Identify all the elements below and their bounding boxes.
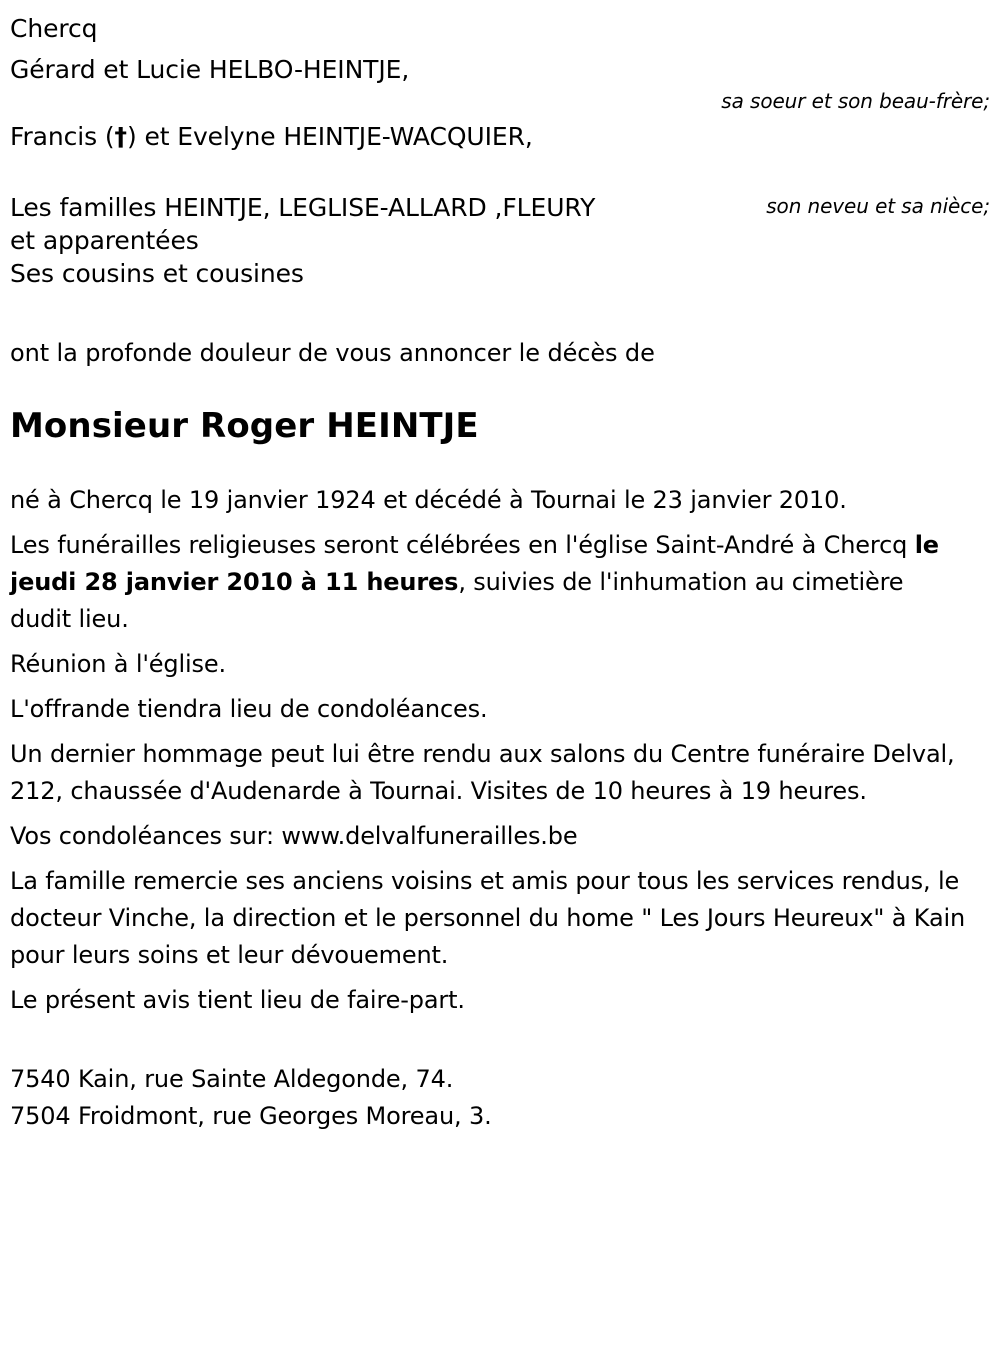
mourner-name-1-suffix: ) et Evelyne HEINTJE-WACQUIER, (126, 122, 533, 151)
spacer (10, 290, 990, 336)
offering-paragraph: L'offrande tiendra lieu de condoléances. (10, 695, 488, 723)
relation-1: son neveu et sa nièce; (766, 194, 990, 218)
spacer (10, 1027, 990, 1061)
thanks-paragraph: La famille remercie ses anciens voisins et amis pour tous les services rendus, le docteur Vinche, la direction et le personnel du home " Les Jours Heureux" à Kain pour leurs soins et leur dévouement. (10, 867, 966, 969)
condolences-web-paragraph: Vos condoléances sur: www.delvalfunerailles.be (10, 822, 578, 850)
funeral-text-after-date: , suivies de l'inhumation au cimetière dudit lieu. (10, 568, 904, 633)
families-line-2: Ses cousins et cousines (10, 259, 304, 288)
faire-part-paragraph: Le présent avis tient lieu de faire-part. (10, 986, 465, 1014)
funeral-date-time: le jeudi 28 janvier 2010 à 11 heures (10, 531, 939, 596)
notice-body (10, 482, 970, 1019)
dagger-icon: † (114, 122, 127, 151)
mourner-name-1-prefix: Francis ( (10, 122, 115, 151)
reunion-paragraph: Réunion à l'église. (10, 650, 226, 678)
mourner-name-0: Gérard et Lucie HELBO-HEINTJE, (10, 55, 410, 84)
birth-death-paragraph: né à Chercq le 19 janvier 1924 et décédé à Tournai le 23 janvier 2010. (10, 486, 847, 514)
announcement-line: ont la profonde douleur de vous annoncer le décès de (10, 339, 655, 367)
funeral-text-before-date: Les funérailles religieuses seront célébrées en l'église Saint-André à Chercq (10, 531, 915, 559)
spacer (10, 448, 990, 482)
spacer (10, 370, 990, 404)
address-line-1: 7504 Froidmont, rue Georges Moreau, 3. (10, 1102, 492, 1130)
deceased-name: Monsieur Roger HEINTJE (10, 406, 479, 446)
homage-paragraph: Un dernier hommage peut lui être rendu aux salons du Centre funéraire Delval, 212, chaussée d'Audenarde à Tournai. Visites de 10 heures à 19 heures. (10, 740, 955, 805)
locality-line: Chercq (10, 14, 98, 43)
mourner-name-1 (10, 116, 990, 157)
spacer (10, 157, 990, 191)
families-line-0: Les familles HEINTJE, LEGLISE-ALLARD ,FLEURY (10, 193, 596, 222)
funeral-paragraph (10, 527, 970, 638)
families-line-1: et apparentées (10, 226, 199, 255)
address-line-0: 7540 Kain, rue Sainte Aldegonde, 74. (10, 1065, 454, 1093)
relation-0: sa soeur et son beau-frère; (721, 89, 990, 113)
addresses-section (10, 1061, 990, 1135)
